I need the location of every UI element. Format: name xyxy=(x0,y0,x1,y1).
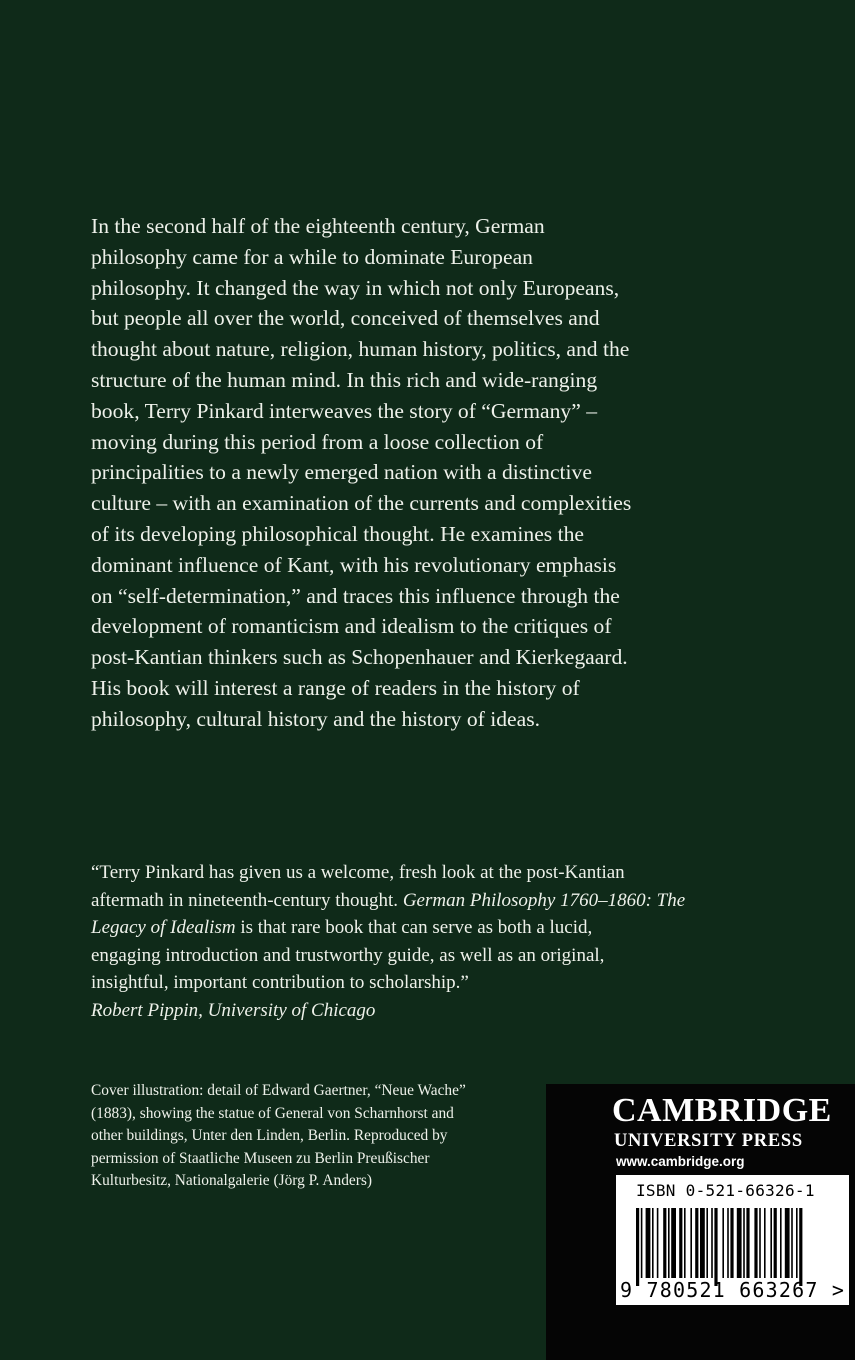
barcode-bar xyxy=(663,1208,666,1278)
credit-line: permission of Staatliche Museen zu Berlin Preußischer xyxy=(91,1149,430,1167)
barcode-bar xyxy=(737,1208,742,1278)
publisher-url: www.cambridge.org xyxy=(616,1154,745,1169)
barcode-bar xyxy=(700,1208,705,1278)
barcode-bar xyxy=(764,1208,766,1278)
publisher-name: CAMBRIDGE xyxy=(612,1092,832,1129)
barcode-digits: 9 780521 663267 > xyxy=(620,1278,846,1302)
credit-line: Cover illustration: detail of Edward Gaertner, “Neue Wache” xyxy=(91,1082,466,1099)
book-title-italic: German Philosophy 1760–1860: The xyxy=(402,889,686,911)
barcode-bar xyxy=(695,1208,698,1278)
publisher-subtitle: UNIVERSITY PRESS xyxy=(614,1131,803,1151)
barcode-bar xyxy=(652,1208,654,1278)
barcode-bar xyxy=(759,1208,761,1278)
barcode-bar xyxy=(746,1208,749,1278)
review-attribution: Robert Pippin, University of Chicago xyxy=(91,999,376,1021)
barcode-bar xyxy=(711,1208,713,1278)
review-line xyxy=(91,914,691,942)
review-line: “Terry Pinkard has given us a welcome, fresh look at the post-Kantian xyxy=(91,862,625,883)
barcode-bar xyxy=(684,1208,686,1278)
barcode-bar xyxy=(679,1208,682,1278)
review-text: is that rare book that can serve as both a lucid, xyxy=(235,917,593,938)
barcode-bar xyxy=(641,1208,643,1278)
barcode-bar xyxy=(730,1208,733,1278)
review-line: engaging introduction and trustworthy guide, as well as an original, xyxy=(91,944,605,966)
review-text: aftermath in nineteenth-century thought. xyxy=(91,889,403,911)
barcode-bar xyxy=(799,1208,802,1286)
barcode-bar xyxy=(690,1208,692,1278)
barcode-bar xyxy=(791,1208,793,1278)
barcode-bar xyxy=(743,1208,745,1278)
review-line xyxy=(91,887,691,915)
barcode-bar xyxy=(727,1208,729,1278)
credit-line: Kulturbesitz, Nationalgalerie (Jörg P. Anders) xyxy=(91,1172,372,1189)
barcode-bar xyxy=(646,1208,651,1278)
isbn-barcode xyxy=(616,1175,849,1305)
barcode-bar xyxy=(774,1208,777,1278)
barcode-bar xyxy=(671,1208,676,1278)
barcode-bar xyxy=(785,1208,790,1278)
isbn-label: ISBN 0-521-66326-1 xyxy=(636,1181,815,1200)
barcode-bar xyxy=(706,1208,708,1278)
credit-line: (1883), showing the statue of General von Scharnhorst and xyxy=(91,1104,454,1122)
barcode-bar xyxy=(796,1208,798,1278)
barcode-bar xyxy=(754,1208,757,1278)
barcode-bar xyxy=(657,1208,659,1278)
back-cover-blurb: In the second half of the eighteenth century, German philosophy came for a while to dominate European philosophy. It changed the way in which not only Europeans, but people all over the world, conceived of themselves and thought about nature, religion, human history, politics, and the structure of the human mind. In this rich and wide-ranging book, Terry Pinkard interweaves the story of “Germany” – moving during this period from a loose collection of principalities to a newly emerged nation with a distinctive culture – with an examination of the currents and complexities of its developing philosophical thought. He examines the dominant influence of Kant, with his revolutionary emphasis on “self-determination,” and traces this influence through the development of romanticism and idealism to the critiques of post-Kantian thinkers such as Schopenhauer and Kierkegaard. His book will interest a range of readers in the history of philosophy, cultural history and the history of ideas. xyxy=(91,214,632,731)
barcode-bar xyxy=(780,1208,782,1278)
book-title-italic: Legacy of Idealism xyxy=(91,917,236,938)
review-quote xyxy=(91,859,691,1024)
review-line: insightful, important contribution to scholarship.” xyxy=(91,972,469,993)
barcode-bar xyxy=(668,1208,670,1278)
barcode-bar xyxy=(636,1208,639,1286)
cover-illustration-credit xyxy=(91,1080,511,1193)
barcode-bar xyxy=(722,1208,724,1278)
barcode-bar xyxy=(714,1208,717,1286)
credit-line: other buildings, Unter den Linden, Berlin. Reproduced by xyxy=(91,1127,448,1144)
barcode-bar xyxy=(770,1208,772,1278)
